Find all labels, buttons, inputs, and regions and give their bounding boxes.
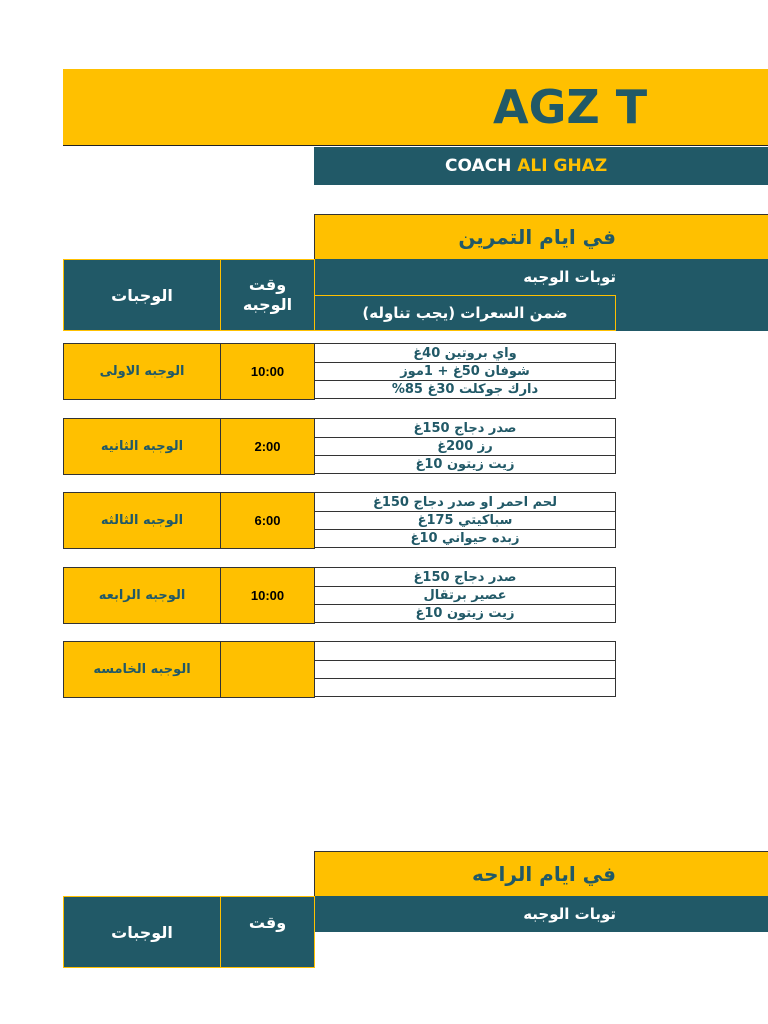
rest-header-clip — [63, 896, 768, 942]
rest-header-meals: الوجبات — [63, 896, 221, 968]
meal-time: 6:00 — [220, 492, 315, 549]
rest-header-contents: توبات الوجبه — [523, 905, 616, 923]
rest-header-contents-box — [314, 896, 768, 932]
training-section-title: في ايام التمرين — [458, 225, 616, 249]
title-banner — [63, 69, 768, 146]
meal-time: 2:00 — [220, 418, 315, 475]
meal-item: زيت زيتون 10غ — [314, 604, 616, 623]
header-calories: ضمن السعرات (يجب تناوله) — [362, 304, 568, 322]
meal-time — [220, 641, 315, 698]
meal-item: زيت زيتون 10غ — [314, 455, 616, 474]
rest-section-title: في ايام الراحه — [472, 862, 616, 886]
training-section-title-box — [314, 214, 768, 260]
meal-name: الوجبه الرابعه — [63, 567, 221, 624]
rest-header-time: وقت — [220, 896, 315, 968]
meal-item: عصير برتقال — [314, 586, 616, 605]
meal-item — [314, 641, 616, 661]
meal-item — [314, 678, 616, 697]
meal-name: الوجبه الثالثه — [63, 492, 221, 549]
meal-item: سباكيتي 175غ — [314, 511, 616, 530]
meal-item: دارك جوكلت 30غ 85% — [314, 380, 616, 399]
meal-item: شوفان 50غ + 1موز — [314, 362, 616, 381]
coach-prefix: COACH — [445, 156, 512, 176]
meal-item: زبده حيواني 10غ — [314, 529, 616, 548]
meal-item: صدر دجاج 150غ — [314, 418, 616, 438]
page-title: AGZ T — [493, 80, 648, 134]
meal-time: 10:00 — [220, 343, 315, 400]
coach-label — [445, 147, 616, 185]
meal-item: رز 200غ — [314, 437, 616, 456]
header-calories-extension — [616, 295, 768, 331]
meal-item — [314, 660, 616, 679]
meal-time: 10:00 — [220, 567, 315, 624]
rest-section-title-box — [314, 851, 768, 897]
header-contents: توبات الوجبه — [523, 268, 616, 286]
meal-item: صدر دجاج 150غ — [314, 567, 616, 587]
meal-item: لحم احمر او صدر دجاج 150غ — [314, 492, 616, 512]
coach-bar — [314, 147, 768, 185]
meal-name: الوجبه الثانيه — [63, 418, 221, 475]
header-contents-box — [314, 259, 768, 295]
meal-item: واي بروتين 40غ — [314, 343, 616, 363]
meal-name: الوجبه الخامسه — [63, 641, 221, 698]
meal-name: الوجبه الاولى — [63, 343, 221, 400]
header-time: وقت الوجبه — [220, 259, 315, 331]
coach-name: ALI GHAZ — [517, 156, 608, 176]
header-meals: الوجبات — [63, 259, 221, 331]
header-calories-box — [314, 295, 616, 331]
